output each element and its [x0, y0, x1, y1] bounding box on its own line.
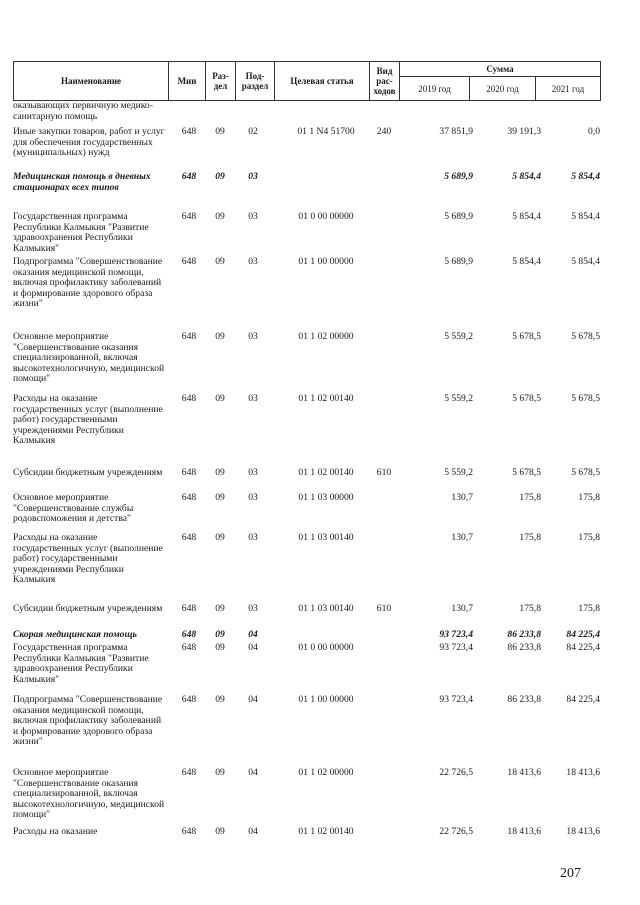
table-row [13, 468, 600, 479]
row-ministry: 648 [181, 467, 197, 478]
row-sum-2021: 5 678,5 [571, 393, 600, 404]
row-sum-2019: 93 723,4 [439, 694, 473, 705]
row-ministry: 648 [181, 126, 197, 137]
row-section: 09 [215, 492, 225, 503]
row-subsection: 03 [248, 467, 258, 478]
row-subsection: 03 [248, 331, 258, 342]
row-sum-2021: 5 678,5 [571, 331, 600, 342]
table-row [13, 257, 600, 310]
row-sum-2020: 5 854,4 [512, 171, 541, 182]
table-row [13, 101, 600, 122]
row-ministry: 648 [181, 171, 197, 182]
row-section: 09 [215, 694, 225, 705]
header-year-2020: 2020 год [470, 77, 536, 101]
row-section: 09 [215, 256, 225, 267]
row-ministry: 648 [181, 603, 197, 614]
row-name: Субсидии бюджетным учреждениям [13, 467, 163, 478]
row-name: оказывающих первичную медико-санитарную помощь [13, 100, 153, 122]
row-subsection: 04 [248, 826, 258, 837]
table-row [13, 643, 600, 685]
row-name: Расходы на оказание государственных услуг (выполнение работ) государственными учреждениями Республики Калмыкия [13, 532, 163, 586]
row-ministry: 648 [181, 767, 197, 778]
row-section: 09 [215, 532, 225, 543]
row-sum-2019: 22 726,5 [439, 767, 473, 778]
header-year-2021: 2021 год [536, 77, 601, 101]
row-name: Основное мероприятие "Совершенствование оказания специализированной, включая высокотехнологичную, медицинской помощи" [13, 767, 165, 821]
row-ministry: 648 [181, 826, 197, 837]
table-row [13, 493, 600, 525]
row-section: 09 [215, 629, 225, 640]
row-subsection: 03 [248, 171, 258, 182]
row-ministry: 648 [181, 393, 197, 404]
row-name: Государственная программа Республики Калмыкия "Развитие здравоохранения Республики Калмыкия" [13, 211, 149, 254]
header-min: Мин [169, 62, 206, 101]
row-sum-2021: 5 854,4 [571, 256, 600, 267]
row-name: Основное мероприятие "Совершенствование оказания специализированной, включая высокотехнологичную, медицинской помощи" [13, 331, 165, 385]
row-sum-2020: 86 233,8 [507, 642, 541, 653]
table-row [13, 212, 600, 254]
row-section: 09 [215, 331, 225, 342]
row-sum-2020: 5 854,4 [512, 256, 541, 267]
row-target-article: 01 1 02 00000 [298, 767, 354, 778]
row-name: Скорая медицинская помощь [13, 629, 137, 640]
row-subsection: 03 [248, 393, 258, 404]
row-expense-type: 610 [376, 467, 392, 478]
row-sum-2020: 175,8 [519, 492, 541, 503]
row-subsection: 04 [248, 767, 258, 778]
row-sum-2019: 93 723,4 [439, 629, 473, 640]
row-subsection: 02 [248, 126, 258, 137]
row-sum-2019: 5 559,2 [444, 467, 473, 478]
row-ministry: 648 [181, 642, 197, 653]
row-sum-2020: 5 678,5 [512, 393, 541, 404]
row-sum-2019: 5 689,9 [444, 171, 473, 182]
row-ministry: 648 [181, 256, 197, 267]
table-header [13, 61, 601, 101]
row-section: 09 [215, 211, 225, 222]
row-sum-2019: 130,7 [451, 492, 473, 503]
row-sum-2019: 5 559,2 [444, 393, 473, 404]
row-sum-2020: 39 191,3 [507, 126, 541, 137]
row-sum-2020: 5 678,5 [512, 467, 541, 478]
row-sum-2021: 84 225,4 [566, 642, 600, 653]
header-expense-type: Вид рас-ходов [370, 62, 400, 101]
row-ministry: 648 [181, 629, 197, 640]
row-sum-2019: 22 726,5 [439, 826, 473, 837]
row-sum-2020: 5 854,4 [512, 211, 541, 222]
table-row [13, 332, 600, 385]
row-section: 09 [215, 767, 225, 778]
page-number: 207 [560, 866, 581, 881]
row-sum-2020: 18 413,6 [507, 826, 541, 837]
row-sum-2021: 5 854,4 [571, 171, 600, 182]
row-name: Подпрограмма "Совершенствование оказания медицинской помощи, включая профилактику заболеваний и формирование здорового образа жизни" [13, 694, 163, 748]
row-ministry: 648 [181, 331, 197, 342]
table-row [13, 394, 600, 447]
row-sum-2021: 175,8 [578, 603, 600, 614]
row-subsection: 03 [248, 211, 258, 222]
row-sum-2021: 84 225,4 [566, 629, 600, 640]
row-name: Расходы на оказание государственных услуг (выполнение работ) государственными учреждениями Республики Калмыкия [13, 393, 163, 447]
row-name: Субсидии бюджетным учреждениям [13, 603, 163, 614]
row-section: 09 [215, 467, 225, 478]
row-name: Иные закупки товаров, работ и услуг для обеспечения государственных (муниципальных) нужд [13, 126, 165, 159]
row-ministry: 648 [181, 532, 197, 543]
row-section: 09 [215, 642, 225, 653]
row-sum-2019: 37 851,9 [439, 126, 473, 137]
row-subsection: 04 [248, 642, 258, 653]
row-sum-2021: 84 225,4 [566, 694, 600, 705]
row-target-article: 01 0 00 00000 [298, 211, 354, 222]
table-row [13, 127, 600, 159]
row-sum-2019: 5 559,2 [444, 331, 473, 342]
row-name: Государственная программа Республики Калмыкия "Развитие здравоохранения Республики Калмыкия" [13, 642, 149, 685]
row-sum-2021: 5 678,5 [571, 467, 600, 478]
row-sum-2021: 0,0 [588, 126, 600, 137]
row-subsection: 03 [248, 492, 258, 503]
row-sum-2021: 175,8 [578, 492, 600, 503]
row-target-article: 01 1 00 00000 [298, 256, 354, 267]
row-target-article: 01 1 02 00140 [298, 467, 354, 478]
row-target-article: 01 1 02 00140 [298, 826, 354, 837]
row-sum-2019: 5 689,9 [444, 211, 473, 222]
row-target-article: 01 1 02 00000 [298, 331, 354, 342]
row-ministry: 648 [181, 694, 197, 705]
row-subsection: 03 [248, 532, 258, 543]
row-subsection: 04 [248, 629, 258, 640]
row-sum-2021: 18 413,6 [566, 826, 600, 837]
table-row [13, 172, 600, 193]
row-section: 09 [215, 826, 225, 837]
row-sum-2020: 5 678,5 [512, 331, 541, 342]
row-subsection: 04 [248, 694, 258, 705]
header-target-article: Целевая статья [275, 62, 370, 101]
row-section: 09 [215, 126, 225, 137]
row-target-article: 01 1 03 00000 [298, 492, 354, 503]
row-target-article: 01 1 N4 51700 [297, 126, 355, 137]
row-target-article: 01 1 02 00140 [298, 393, 354, 404]
row-sum-2020: 86 233,8 [507, 694, 541, 705]
row-target-article: 01 1 00 00000 [298, 694, 354, 705]
row-target-article: 01 0 00 00000 [298, 642, 354, 653]
row-target-article: 01 1 03 00140 [298, 532, 354, 543]
row-section: 09 [215, 171, 225, 182]
header-sum: Сумма [400, 62, 601, 77]
header-year-2019: 2019 год [400, 77, 470, 101]
row-sum-2021: 175,8 [578, 532, 600, 543]
table-row [13, 695, 600, 748]
row-name: Основное мероприятие "Совершенствование службы родовспоможения и детства" [13, 492, 134, 525]
row-sum-2020: 175,8 [519, 532, 541, 543]
row-name: Подпрограмма "Совершенствование оказания медицинской помощи, включая профилактику заболеваний и формирование здорового образа жизни" [13, 256, 163, 310]
table-row [13, 827, 600, 838]
row-sum-2019: 5 689,9 [444, 256, 473, 267]
row-target-article: 01 1 03 00140 [298, 603, 354, 614]
row-name: Расходы на оказание [13, 826, 98, 837]
table-row [13, 533, 600, 586]
row-sum-2020: 18 413,6 [507, 767, 541, 778]
row-ministry: 648 [181, 492, 197, 503]
row-sum-2020: 175,8 [519, 603, 541, 614]
header-name: Наименование [14, 62, 169, 101]
row-sum-2019: 93 723,4 [439, 642, 473, 653]
row-sum-2019: 130,7 [451, 603, 473, 614]
table-row [13, 604, 600, 615]
header-podrazdel: Под-раздел [236, 62, 275, 101]
row-section: 09 [215, 603, 225, 614]
row-sum-2021: 5 854,4 [571, 211, 600, 222]
row-sum-2019: 130,7 [451, 532, 473, 543]
row-expense-type: 240 [376, 126, 392, 137]
row-expense-type: 610 [376, 603, 392, 614]
row-sum-2021: 18 413,6 [566, 767, 600, 778]
header-razdel: Раз-дел [206, 62, 236, 101]
row-sum-2020: 86 233,8 [507, 629, 541, 640]
row-subsection: 03 [248, 256, 258, 267]
row-ministry: 648 [181, 211, 197, 222]
row-section: 09 [215, 393, 225, 404]
table-row [13, 630, 600, 641]
row-name: Медицинская помощь в дневных стационарах всех типов [13, 171, 151, 193]
table-row [13, 768, 600, 821]
row-subsection: 03 [248, 603, 258, 614]
